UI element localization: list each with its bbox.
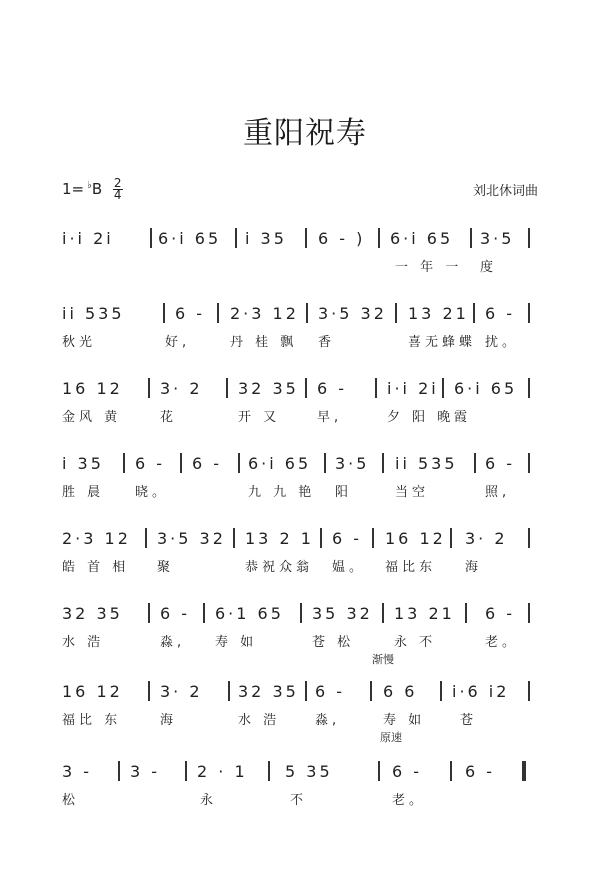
key-signature: [62, 178, 123, 201]
barline: [300, 603, 302, 623]
key-tonic: 1=: [62, 180, 85, 198]
barline: [324, 453, 326, 473]
barline: [203, 603, 205, 623]
barline: [123, 453, 125, 473]
measure: 3·5 32: [318, 304, 387, 323]
key-name: B: [91, 180, 103, 198]
lyric: 金风 黄: [62, 410, 122, 425]
barline: [226, 378, 228, 398]
barline: [395, 303, 397, 323]
lyric: 香: [318, 335, 336, 350]
barline: [382, 603, 384, 623]
measure: 6 -: [392, 762, 423, 781]
barline: [528, 228, 530, 248]
barline: [372, 528, 374, 548]
time-signature: [113, 178, 123, 201]
lyric: 松: [62, 793, 80, 808]
score-row-7: [60, 675, 540, 744]
measure: 13 21: [394, 604, 455, 623]
lyric: 一 年 一: [395, 260, 463, 275]
measure: 6 -: [485, 454, 516, 473]
score-row-2: [60, 297, 540, 359]
lyric: 老。: [392, 793, 427, 808]
measure: 3 -: [62, 762, 93, 781]
lyric: 永 不: [394, 635, 437, 650]
barline: [305, 681, 307, 701]
measure: 6 -: [192, 454, 223, 473]
measure: 6 -: [332, 529, 363, 548]
lyric: 老。: [485, 635, 520, 650]
barline: [474, 453, 476, 473]
barline: [442, 378, 444, 398]
barline: [185, 761, 187, 781]
measure: 6·i 65: [390, 229, 454, 248]
barline: [233, 528, 235, 548]
barline: [180, 453, 182, 473]
lyric: 照,: [485, 485, 511, 500]
barline: [450, 761, 452, 781]
lyric: 苍: [460, 713, 478, 728]
song-title: 重阳祝寿: [243, 116, 367, 151]
measure: 2 · 1: [197, 762, 248, 781]
measure: 3 -: [130, 762, 161, 781]
lyric: 寿 如: [383, 713, 426, 728]
barline: [378, 761, 380, 781]
measure: 3·5: [335, 454, 370, 473]
measure: i·6 i2: [452, 682, 510, 701]
lyric: 当空: [395, 485, 430, 500]
lyric: 胜 晨: [62, 485, 105, 500]
measure: 6 -: [317, 379, 348, 398]
barline: [382, 453, 384, 473]
lyric: 水 浩: [62, 635, 105, 650]
barline: [305, 378, 307, 398]
lyric: 好,: [165, 335, 191, 350]
barline: [528, 303, 530, 323]
measure: 2·3 12: [230, 304, 299, 323]
lyric: 阳: [335, 485, 353, 500]
lyric: 不: [290, 793, 308, 808]
score-row-8: [60, 755, 540, 817]
measure: 6·i 65: [454, 379, 518, 398]
measure: 35 32: [312, 604, 373, 623]
barline: [528, 528, 530, 548]
measure: i·i 2i: [62, 229, 114, 248]
lyric: 晓。: [135, 485, 170, 500]
barline: [470, 228, 472, 248]
measure: 32 35: [238, 379, 299, 398]
tempo-mark-ritardando: 渐慢: [372, 653, 394, 666]
score-row-3: [60, 372, 540, 434]
measure: 6 - ): [318, 229, 366, 248]
score-row-1: [60, 222, 540, 284]
score-row-6: [60, 597, 540, 666]
measure: 3·5 32: [157, 529, 226, 548]
barline: [118, 761, 120, 781]
measure: 5 35: [285, 762, 333, 781]
lyric: 海: [160, 713, 178, 728]
barline: [378, 228, 380, 248]
tempo-mark-a-tempo: 原速: [380, 731, 402, 744]
barline: [370, 681, 372, 701]
lyric: 度: [480, 260, 498, 275]
lyric: 开 又: [238, 410, 281, 425]
barline: [217, 303, 219, 323]
lyric: 扰。: [485, 335, 520, 350]
measure: 6 -: [160, 604, 191, 623]
barline: [235, 228, 237, 248]
lyric: 福比东: [385, 560, 437, 575]
barline: [528, 453, 530, 473]
measure: 16 12: [62, 379, 123, 398]
lyric: 淼,: [315, 713, 341, 728]
lyric: 九 九 艳: [248, 485, 316, 500]
barline: [528, 681, 530, 701]
lyric: 皓 首 相: [62, 560, 130, 575]
time-numerator: 2: [113, 176, 122, 190]
barline: [238, 453, 240, 473]
barline: [150, 228, 152, 248]
lyric: 喜无蜂蝶: [408, 335, 477, 350]
lyric: 秋光: [62, 335, 97, 350]
barline: [465, 603, 467, 623]
measure: 6 6: [383, 682, 418, 701]
barline: [145, 528, 147, 548]
lyric: 福比 东: [62, 713, 122, 728]
measure: 6·i 65: [248, 454, 312, 473]
barline: [440, 681, 442, 701]
lyric: 早,: [317, 410, 343, 425]
barline: [375, 378, 377, 398]
lyric: 夕 阳 晚: [387, 410, 455, 425]
lyric: 永: [200, 793, 218, 808]
measure: 6 -: [465, 762, 496, 781]
barline: [228, 681, 230, 701]
barline: [148, 681, 150, 701]
lyric: 聚: [157, 560, 175, 575]
measure: 2·3 12: [62, 529, 131, 548]
barline: [450, 528, 452, 548]
lyric: 恭祝众翁: [245, 560, 314, 575]
measure: 3· 2: [160, 682, 203, 701]
measure: 6 -: [175, 304, 206, 323]
barline: [306, 303, 308, 323]
measure: 6·i 65: [158, 229, 222, 248]
measure: 16 12: [385, 529, 446, 548]
lyric: 霞: [454, 410, 472, 425]
barline: [320, 528, 322, 548]
barline: [163, 303, 165, 323]
lyric: 苍 松: [312, 635, 355, 650]
lyric: 水 浩: [238, 713, 281, 728]
time-denominator: 4: [113, 188, 122, 202]
measure: 32 35: [238, 682, 299, 701]
measure: 16 12: [62, 682, 123, 701]
score-row-5: [60, 522, 540, 584]
lyric: 淼,: [160, 635, 186, 650]
score-row-4: [60, 447, 540, 509]
barline: [148, 378, 150, 398]
measure: 3·5: [480, 229, 515, 248]
barline: [148, 603, 150, 623]
measure: ii 535: [395, 454, 458, 473]
lyric: 寿 如: [215, 635, 258, 650]
lyric: 丹 桂 飘: [230, 335, 298, 350]
measure: ii 535: [62, 304, 125, 323]
measure: 3· 2: [465, 529, 508, 548]
measure: 6 -: [485, 304, 516, 323]
barline: [305, 228, 307, 248]
measure: 6 -: [485, 604, 516, 623]
final-barline: [522, 761, 526, 781]
measure: i 35: [245, 229, 287, 248]
measure: 6 -: [135, 454, 166, 473]
lyric: 海: [465, 560, 483, 575]
measure: 13 21: [408, 304, 469, 323]
measure: 32 35: [62, 604, 123, 623]
barline: [268, 761, 270, 781]
barline: [528, 603, 530, 623]
barline: [528, 378, 530, 398]
barline: [473, 303, 475, 323]
measure: 6·1 65: [215, 604, 284, 623]
measure: i·i 2i: [387, 379, 439, 398]
lyric: 花: [160, 410, 178, 425]
flat-sign: ♭: [87, 180, 92, 191]
measure: 6 -: [315, 682, 346, 701]
lyric: 媪。: [332, 560, 367, 575]
measure: 13 2 1: [245, 529, 314, 548]
measure: 3· 2: [160, 379, 203, 398]
measure: i 35: [62, 454, 104, 473]
composer-credit: 刘北休词曲: [472, 184, 538, 199]
